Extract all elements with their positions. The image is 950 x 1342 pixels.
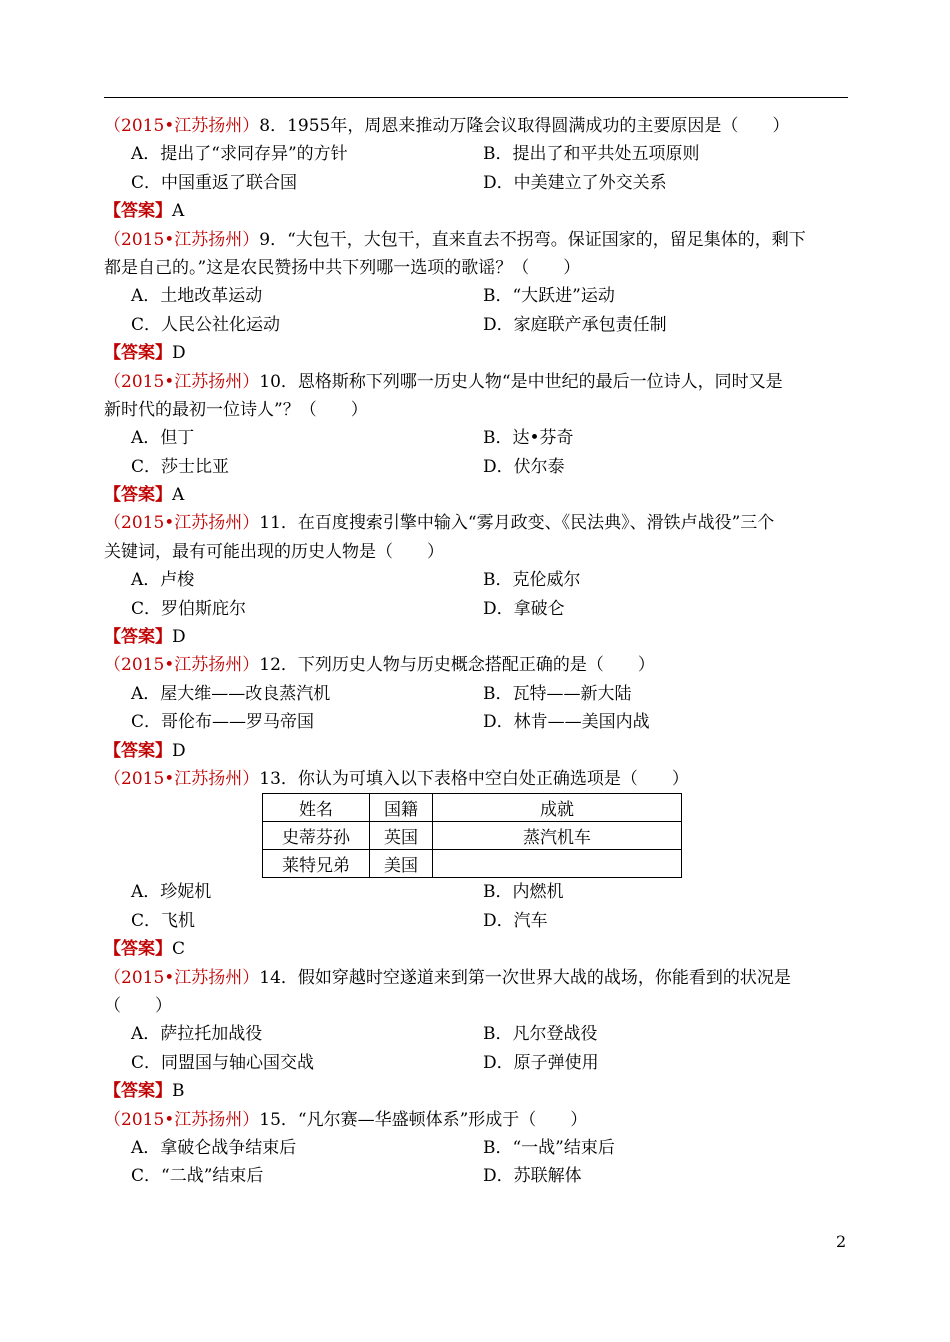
table-row (263, 850, 682, 878)
answer-value: A (172, 201, 185, 222)
question-stem: 8．1955年，周恩来推动万隆会议取得圆满成功的主要原因是（ ） (259, 116, 790, 136)
option-b: B．“大跃进”运动 (483, 286, 615, 307)
option-b: B．内燃机 (483, 882, 564, 903)
option-a: A．提出了“求同存异”的方针 (131, 144, 348, 165)
answer-tag: 【答案】 (104, 939, 172, 960)
option-d: D．家庭联产承包责任制 (483, 314, 667, 335)
option-a: A．屋大维——改良蒸汽机 (131, 683, 331, 704)
option-b: B．“一战”结束后 (483, 1137, 615, 1158)
question-stem: 11．在百度搜索引擎中输入“雾月政变、《民法典》、滑铁卢战役”三个 (259, 513, 775, 534)
question-stem: 15．“凡尔赛—华盛顿体系”形成于（ ） (259, 1109, 588, 1130)
answer-value: D (172, 627, 186, 648)
table-cell-blank (433, 850, 682, 878)
question-list (104, 112, 848, 1191)
table-header-row (263, 794, 682, 822)
question-source: （2015•江苏扬州） (104, 229, 260, 250)
option-c: C．莎士比亚 (131, 456, 230, 477)
answer-value: A (172, 485, 185, 506)
table-cell: 史蒂芬孙 (263, 822, 370, 850)
question-stem-continued: （ ） (104, 995, 172, 1016)
question-14 (104, 964, 848, 1106)
option-a: A．拿破仑战争结束后 (131, 1137, 297, 1158)
option-b: B．克伦威尔 (483, 570, 581, 591)
option-d: D．林肯——美国内战 (483, 712, 650, 733)
question-source: （2015•江苏扬州） (104, 116, 260, 136)
page-number: 2 (836, 1232, 847, 1251)
option-a: A．土地改革运动 (131, 286, 263, 307)
option-b: B．瓦特——新大陆 (483, 683, 632, 704)
option-c: C．飞机 (131, 910, 196, 931)
option-d: D．原子弹使用 (483, 1052, 599, 1073)
option-a: A．卢梭 (131, 570, 195, 591)
answer-value: B (172, 1081, 185, 1102)
answer-tag: 【答案】 (104, 627, 172, 648)
option-d: D．汽车 (483, 910, 548, 931)
option-c: C．人民公社化运动 (131, 314, 281, 335)
question-stem-continued: 新时代的最初一位诗人”？（ ） (104, 399, 368, 420)
question-stem-continued: 都是自己的。”这是农民赞扬中共下列哪一选项的歌谣？（ ） (104, 257, 581, 278)
table-cell: 莱特兄弟 (263, 850, 370, 878)
option-a: A．但丁 (131, 428, 195, 449)
question-9 (104, 226, 848, 368)
option-d: D．拿破仑 (483, 598, 565, 619)
option-c: C．同盟国与轴心国交战 (131, 1052, 315, 1073)
question-source: （2015•江苏扬州） (104, 967, 260, 988)
question-8 (104, 112, 848, 226)
question-stem-continued: 关键词，最有可能出现的历史人物是（ ） (104, 541, 444, 562)
question-11 (104, 509, 848, 651)
option-d: D．伏尔泰 (483, 456, 565, 477)
question-13 (104, 765, 848, 964)
answer-tag: 【答案】 (104, 740, 172, 761)
table-cell: 英国 (370, 822, 433, 850)
question-source: （2015•江苏扬州） (104, 768, 260, 789)
question-stem: 10．恩格斯称下列哪一历史人物“是中世纪的最后一位诗人，同时又是 (259, 371, 783, 392)
option-c: C．哥伦布——罗马帝国 (131, 712, 315, 733)
header-rule (104, 97, 848, 98)
question-stem: 13．你认为可填入以下表格中空白处正确选项是（ ） (259, 768, 689, 789)
question-stem: 14．假如穿越时空遂道来到第一次世界大战的战场，你能看到的状况是 (259, 967, 791, 988)
option-a: A．萨拉托加战役 (131, 1024, 263, 1045)
question-source: （2015•江苏扬州） (104, 1109, 260, 1130)
answer-tag: 【答案】 (104, 1081, 172, 1102)
option-b: B．提出了和平共处五项原则 (483, 144, 700, 165)
table-cell: 蒸汽机车 (433, 822, 682, 850)
question-15 (104, 1106, 848, 1191)
answer-tag: 【答案】 (104, 201, 172, 222)
option-a: A．珍妮机 (131, 882, 212, 903)
question-stem: 12．下列历史人物与历史概念搭配正确的是（ ） (259, 655, 655, 676)
table-row (263, 822, 682, 850)
option-b: B．达•芬奇 (483, 428, 574, 449)
answer-value: D (172, 740, 186, 761)
option-c: C．“二战”结束后 (131, 1166, 264, 1187)
question-source: （2015•江苏扬州） (104, 513, 260, 534)
option-c: C．中国重返了联合国 (131, 172, 298, 193)
question-10 (104, 368, 848, 510)
option-b: B．凡尔登战役 (483, 1024, 598, 1045)
option-d: D．苏联解体 (483, 1166, 582, 1187)
table-header-cell: 姓名 (263, 794, 370, 822)
question-stem: 9．“大包干，大包干，直来直去不拐弯。保证国家的，留足集体的，剩下 (259, 229, 806, 250)
question-source: （2015•江苏扬州） (104, 371, 260, 392)
table-cell: 美国 (370, 850, 433, 878)
question-12 (104, 651, 848, 765)
table-header-cell: 国籍 (370, 794, 433, 822)
answer-tag: 【答案】 (104, 343, 172, 364)
answer-value: C (172, 939, 186, 960)
answer-value: D (172, 343, 186, 364)
table-header-cell: 成就 (433, 794, 682, 822)
option-d: D．中美建立了外交关系 (483, 172, 667, 193)
option-c: C．罗伯斯庇尔 (131, 598, 247, 619)
answer-tag: 【答案】 (104, 485, 172, 506)
question-table (262, 793, 682, 878)
question-source: （2015•江苏扬州） (104, 655, 260, 676)
